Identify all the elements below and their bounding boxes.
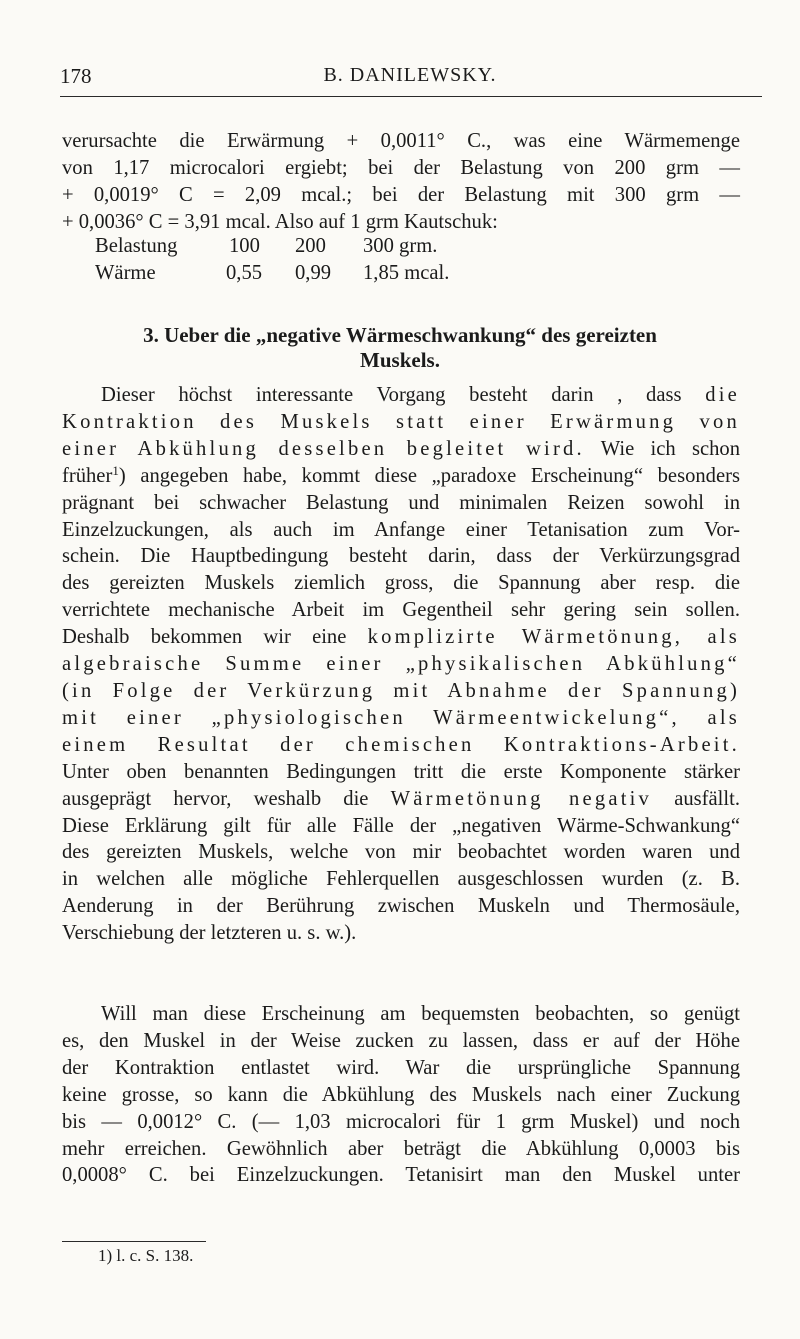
- text-line: Will man diese Erscheinung am bequemsten beobachten, so genügt: [101, 1003, 740, 1025]
- text-line: (in Folge der Verkürzung mit Abnahme der Spannung): [62, 679, 740, 702]
- footnote-rule: [62, 1241, 206, 1242]
- text-span: ausfällt.: [674, 787, 740, 810]
- header-rule: [60, 96, 762, 97]
- text-line: des gereizten Muskels, welche von mir beobachtet worden waren und: [62, 841, 740, 864]
- text-span: ausgeprägt hervor, weshalb die: [62, 787, 369, 810]
- footnote-ref: 1: [112, 462, 119, 478]
- intro-paragraph: [62, 128, 740, 236]
- text-line: prägnant bei schwacher Belastung und minimalen Reizen sowohl in: [62, 491, 740, 514]
- text-span: Wie ich schon: [600, 437, 740, 460]
- running-head: [60, 64, 760, 90]
- footnote: 1) l. c. S. 138.: [98, 1246, 194, 1265]
- text-line: [62, 382, 740, 409]
- text-line: [62, 436, 740, 463]
- table-cell: 300 grm.: [363, 235, 438, 257]
- text-span: ) angegeben habe, kommt diese „paradoxe Erscheinung“ besonders: [118, 464, 740, 487]
- text-line: Diese Erklärung gilt für alle Fälle der „negativen Wärme-Schwankung“: [62, 814, 740, 837]
- text-line: Kontraktion des Muskels statt einer Erwärmung von: [62, 410, 740, 433]
- text-line: Unter oben benannten Bedingungen tritt die erste Komponente stärker: [62, 760, 740, 783]
- main-paragraph: [62, 382, 740, 947]
- page-number: 178: [60, 64, 92, 88]
- text-line: verursachte die Erwärmung + 0,0011° C., was eine Wärmemenge: [62, 130, 740, 152]
- text-line: Einzelzuckungen, als auch im Anfange einer Tetanisation zum Vor-: [62, 518, 740, 541]
- text-line: in welchen alle mögliche Fehlerquellen ausgeschlossen wurden (z. B.: [62, 868, 740, 891]
- text-line: schein. Die Hauptbedingung besteht darin, dass der Verkürzungsgrad: [62, 545, 740, 568]
- text-line: keine grosse, so kann die Abkühlung des Muskels nach einer Zuckung: [62, 1083, 740, 1106]
- table-cell: 0,55: [226, 262, 263, 284]
- second-paragraph: [62, 1001, 740, 1189]
- text-line: algebraische Summe einer „physikalischen Abkühlung“: [62, 653, 740, 676]
- text-line: mehr erreichen. Gewöhnlich aber beträgt die Abkühlung 0,0003 bis: [62, 1137, 740, 1160]
- text-line: 0,0008° C. bei Einzelzuckungen. Tetanisirt man den Muskel unter: [62, 1164, 740, 1187]
- text-line: mit einer „physiologischen Wärmeentwickelung“, als: [62, 706, 740, 729]
- text-span: Deshalb bekommen wir eine: [62, 626, 347, 649]
- text-line: es, den Muskel in der Weise zucken zu lassen, dass er auf der Höhe: [62, 1029, 740, 1052]
- section-heading: [40, 323, 760, 373]
- text-span: früher: [62, 464, 113, 487]
- text-line: Verschiebung der letzteren u. s. w.).: [62, 922, 357, 945]
- text-line: bis — 0,0012° C. (— 1,03 microcalori für 1 grm Muskel) und noch: [62, 1110, 740, 1133]
- table-cell: 1,85 mcal.: [363, 262, 450, 284]
- running-title: B. DANILEWSKY.: [323, 64, 497, 86]
- text-line: + 0,0036° C = 3,91 mcal. Also auf 1 grm Kautschuk:: [62, 210, 498, 233]
- spaced-text: komplizirte Wärmetönung, als: [367, 626, 740, 649]
- text-line: verrichtete mechanische Arbeit im Gegentheil sehr gering sein sollen.: [62, 599, 740, 622]
- text-line: von 1,17 microcalori ergiebt; bei der Belastung von 200 grm —: [62, 156, 740, 179]
- text-line: [62, 463, 740, 490]
- heading-line: Muskels.: [360, 348, 440, 372]
- text-line: einem Resultat der chemischen Kontraktions-Arbeit.: [62, 733, 740, 756]
- text-line: [62, 624, 740, 651]
- text-line: des gereizten Muskels ziemlich gross, die Spannung aber resp. die: [62, 572, 740, 595]
- table-cell: 100: [229, 235, 260, 257]
- text-span: Dieser höchst interessante Vorgang besteht darin , dass: [101, 384, 682, 406]
- heading-line: 3. Ueber die „negative Wärmeschwankung“ des gereizten: [143, 323, 657, 347]
- row-label: Belastung: [95, 235, 178, 257]
- spaced-text: Wärmetönung negativ: [390, 787, 653, 810]
- table-cell: 200: [295, 235, 326, 257]
- spaced-text: einer Abkühlung desselben begleitet wird.: [62, 437, 585, 460]
- text-line: + 0,0019° C = 2,09 mcal.; bei der Belastung mit 300 grm —: [62, 183, 740, 206]
- text-line: [62, 786, 740, 813]
- text-line: Aenderung in der Berührung zwischen Muskeln und Thermosäule,: [62, 895, 740, 918]
- table-cell: 0,99: [295, 262, 332, 284]
- text-line: der Kontraktion entlastet wird. War die ursprüngliche Spannung: [62, 1056, 740, 1079]
- row-label: Wärme: [95, 262, 156, 284]
- spaced-text: die: [705, 384, 740, 406]
